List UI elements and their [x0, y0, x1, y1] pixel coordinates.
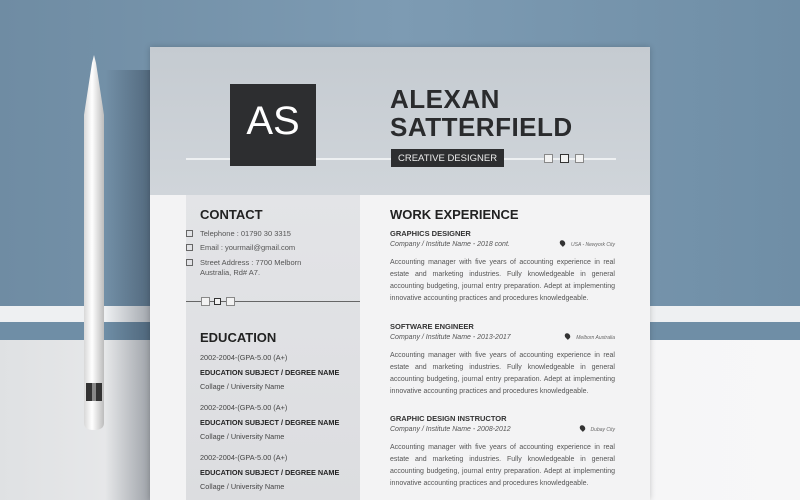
job-location — [565, 333, 615, 341]
job-entry — [390, 229, 615, 305]
edu-school: Collage / University Name — [200, 482, 285, 491]
job-entry — [390, 414, 615, 490]
edu-school: Collage / University Name — [200, 382, 285, 391]
decor-square-icon — [226, 297, 235, 306]
job-company: Company / Institute Name - 2013-2017 — [390, 334, 511, 341]
decor-square-icon — [560, 154, 569, 163]
edu-degree: EDUCATION SUBJECT / DEGREE NAME — [200, 368, 340, 377]
edu-school: Collage / University Name — [200, 432, 285, 441]
phone-text: Telephone : 01790 30 3315 — [200, 229, 291, 238]
phone-icon — [186, 230, 193, 237]
education-entry — [200, 353, 339, 391]
edu-period: 2002-2004-(GPA-5.00 (A+) — [200, 453, 288, 462]
pencil-shadow — [105, 70, 150, 500]
job-description: Accounting manager with five years of accounting experience in real estate and marketing industries. Fully knowledgeable in general accounting budgeting, journal entry preparation. Adept at implementing innovative accounting practices and procedures knowledgeable. — [390, 444, 615, 487]
contact-heading: CONTACT — [200, 207, 263, 222]
pencil-icon — [83, 55, 105, 430]
resume-page — [150, 47, 650, 500]
job-title: GRAPHIC DESIGN INSTRUCTOR — [390, 414, 507, 423]
contact-phone — [200, 229, 291, 239]
work-heading: WORK EXPERIENCE — [390, 207, 519, 222]
job-entry — [390, 322, 615, 398]
last-name: SATTERFIELD — [390, 112, 573, 142]
job-description: Accounting manager with five years of accounting experience in real estate and marketing industries. Fully knowledgeable in general accounting budgeting, journal entry preparation. Adept at implementing innovative accounting practices and procedures knowledgeable. — [390, 259, 615, 302]
edu-period: 2002-2004-(GPA-5.00 (A+) — [200, 403, 288, 412]
role-badge: CREATIVE DESIGNER — [391, 149, 504, 167]
location-pin-icon — [559, 239, 567, 247]
address-line-1: Street Address : 7700 Melborn — [200, 258, 302, 267]
location-text: Melborn Australia — [576, 335, 615, 341]
job-title: SOFTWARE ENGINEER — [390, 322, 474, 331]
email-icon — [186, 244, 193, 251]
location-pin-icon — [578, 424, 586, 432]
job-description: Accounting manager with five years of accounting experience in real estate and marketing industries. Fully knowledgeable in general accounting budgeting, journal entry preparation. Adept at implementing innovative accounting practices and procedures knowledgeable. — [390, 352, 615, 395]
decor-square-icon — [201, 297, 210, 306]
edu-degree: EDUCATION SUBJECT / DEGREE NAME — [200, 418, 340, 427]
email-text: Email : yourmail@gmail.com — [200, 243, 296, 252]
edu-degree: EDUCATION SUBJECT / DEGREE NAME — [200, 468, 340, 477]
edu-period: 2002-2004-(GPA-5.00 (A+) — [200, 353, 288, 362]
address-line-2: Australia, Rd# A7. — [200, 268, 261, 277]
job-location — [580, 425, 615, 433]
education-entry — [200, 403, 339, 441]
job-title: GRAPHICS DESIGNER — [390, 229, 471, 238]
decor-square-icon — [544, 154, 553, 163]
section-divider — [186, 301, 360, 302]
location-text: USA - Newyork City — [571, 242, 615, 248]
contact-email — [200, 243, 295, 253]
location-text: Dubay City — [590, 427, 615, 433]
job-company: Company / Institute Name - 2008-2012 — [390, 426, 511, 433]
full-name — [390, 85, 573, 141]
address-icon — [186, 259, 193, 266]
decor-square-icon — [214, 298, 221, 305]
location-pin-icon — [564, 332, 572, 340]
education-entry — [200, 453, 339, 491]
contact-address — [200, 258, 301, 278]
monogram: AS — [230, 84, 316, 166]
decor-square-icon — [575, 154, 584, 163]
job-location — [560, 240, 615, 248]
first-name: ALEXAN — [390, 84, 500, 114]
job-company: Company / Institute Name - 2018 cont. — [390, 241, 510, 248]
education-heading: EDUCATION — [200, 330, 277, 345]
